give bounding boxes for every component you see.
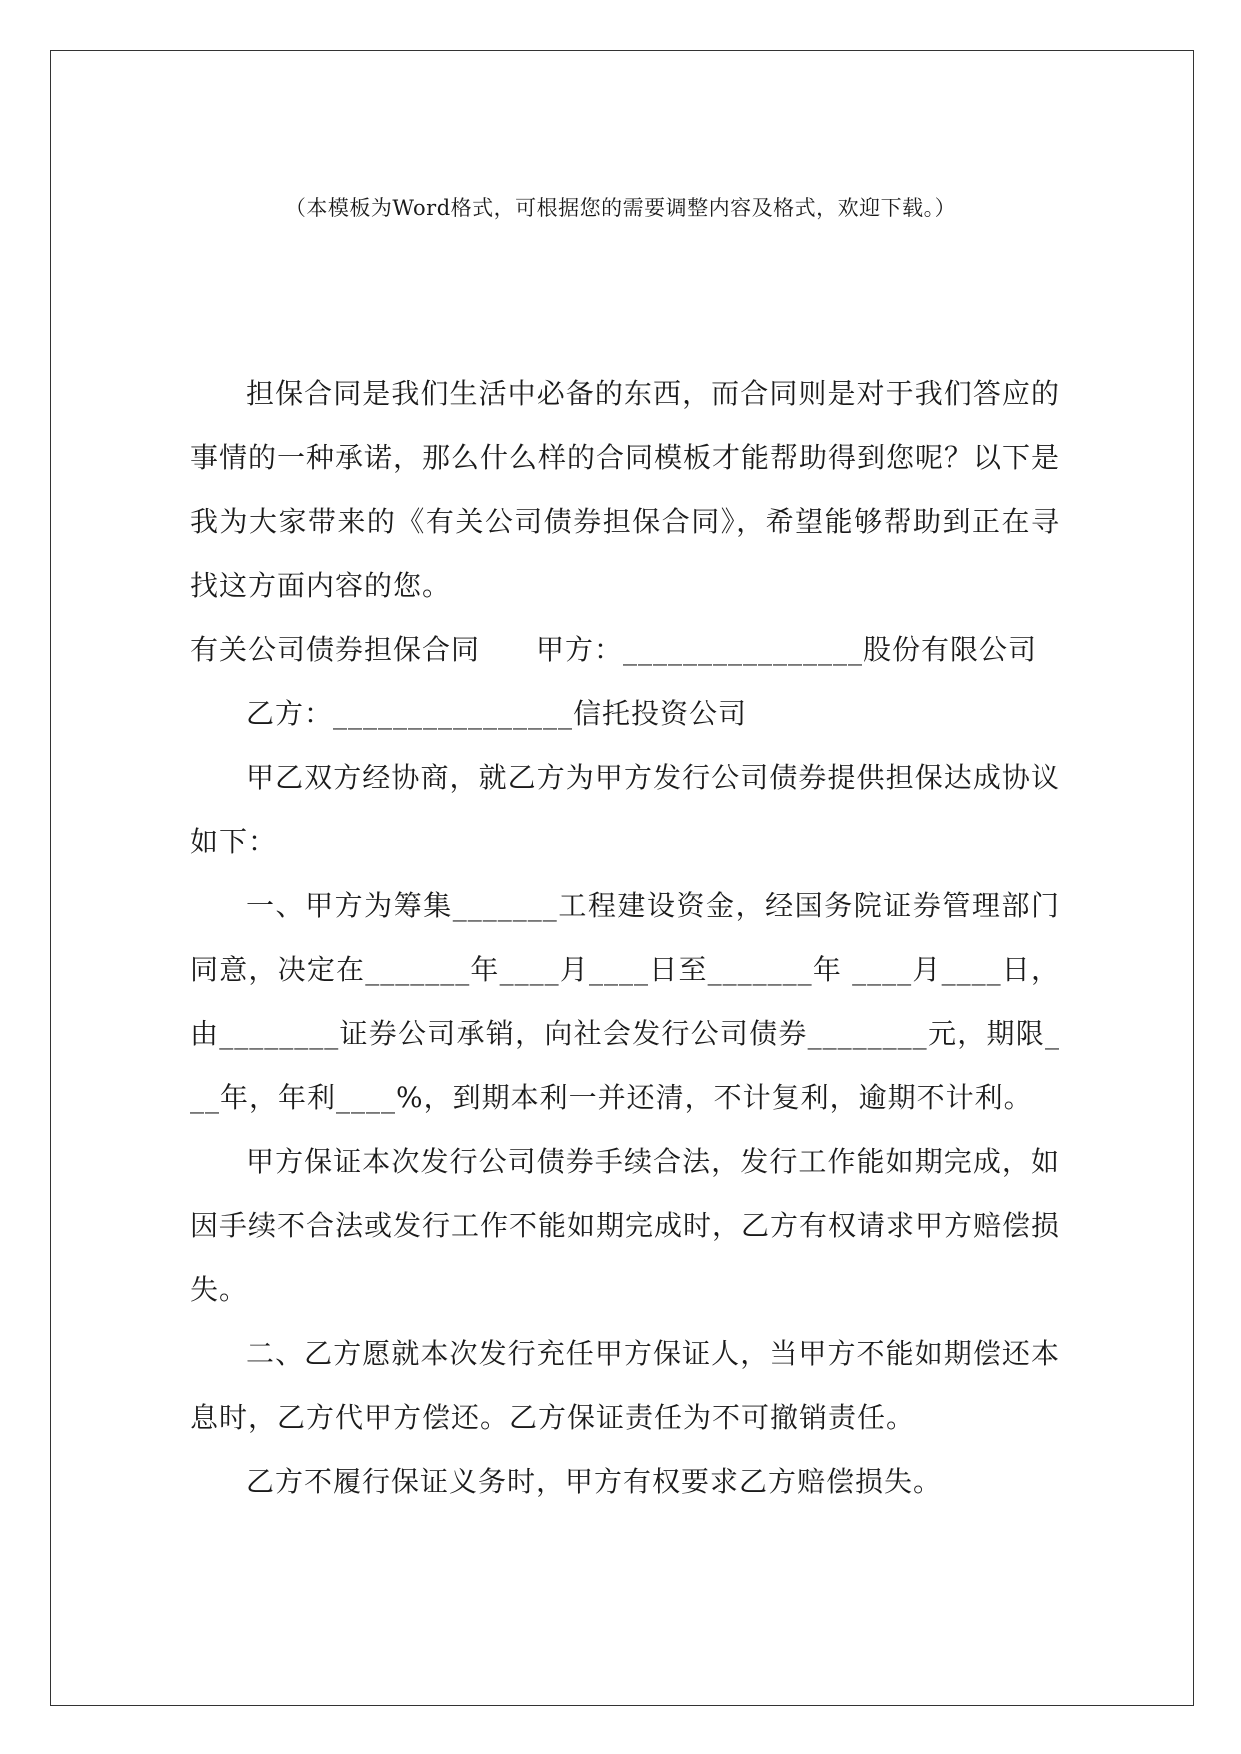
party-a-line: 甲方：________________股份有限公司: [536, 633, 1038, 666]
document-body: [190, 362, 1060, 1514]
clause-2-paragraph: 二、乙方愿就本次发行充任甲方保证人，当甲方不能如期偿还本息时，乙方代甲方偿还。乙方保证责任为不可撤销责任。: [190, 1337, 1060, 1434]
party-b-line: 乙方：________________信托投资公司: [246, 697, 748, 730]
clause-1-paragraph: 一、甲方为筹集_______工程建设资金，经国务院证券管理部门同意，决定在_______年____月____日至_______年 ____月____日，由________证券公司承销，向社会发行公司债券________元，期限___年，年利____%，到期本利一并还清，不计复利，逾期不计利。: [190, 889, 1060, 1114]
template-note: （本模板为Word格式，可根据您的需要调整内容及格式，欢迎下载。）: [284, 196, 957, 220]
intro-paragraph: 担保合同是我们生活中必备的东西，而合同则是对于我们答应的事情的一种承诺，那么什么样的合同模板才能帮助得到您呢？以下是我为大家带来的《有关公司债券担保合同》，希望能够帮助到正在寻找这方面内容的您。: [190, 377, 1061, 602]
clause-2-note-paragraph: 乙方不履行保证义务时，甲方有权要求乙方赔偿损失。: [246, 1465, 943, 1498]
preamble-paragraph: 甲乙双方经协商，就乙方为甲方发行公司债券提供担保达成协议如下：: [190, 761, 1060, 858]
title-line: [190, 618, 1060, 682]
contract-title: 有关公司债券担保合同: [190, 633, 481, 666]
clause-1-note-paragraph: 甲方保证本次发行公司债券手续合法，发行工作能如期完成，如因手续不合法或发行工作不能如期完成时，乙方有权请求甲方赔偿损失。: [190, 1145, 1061, 1306]
